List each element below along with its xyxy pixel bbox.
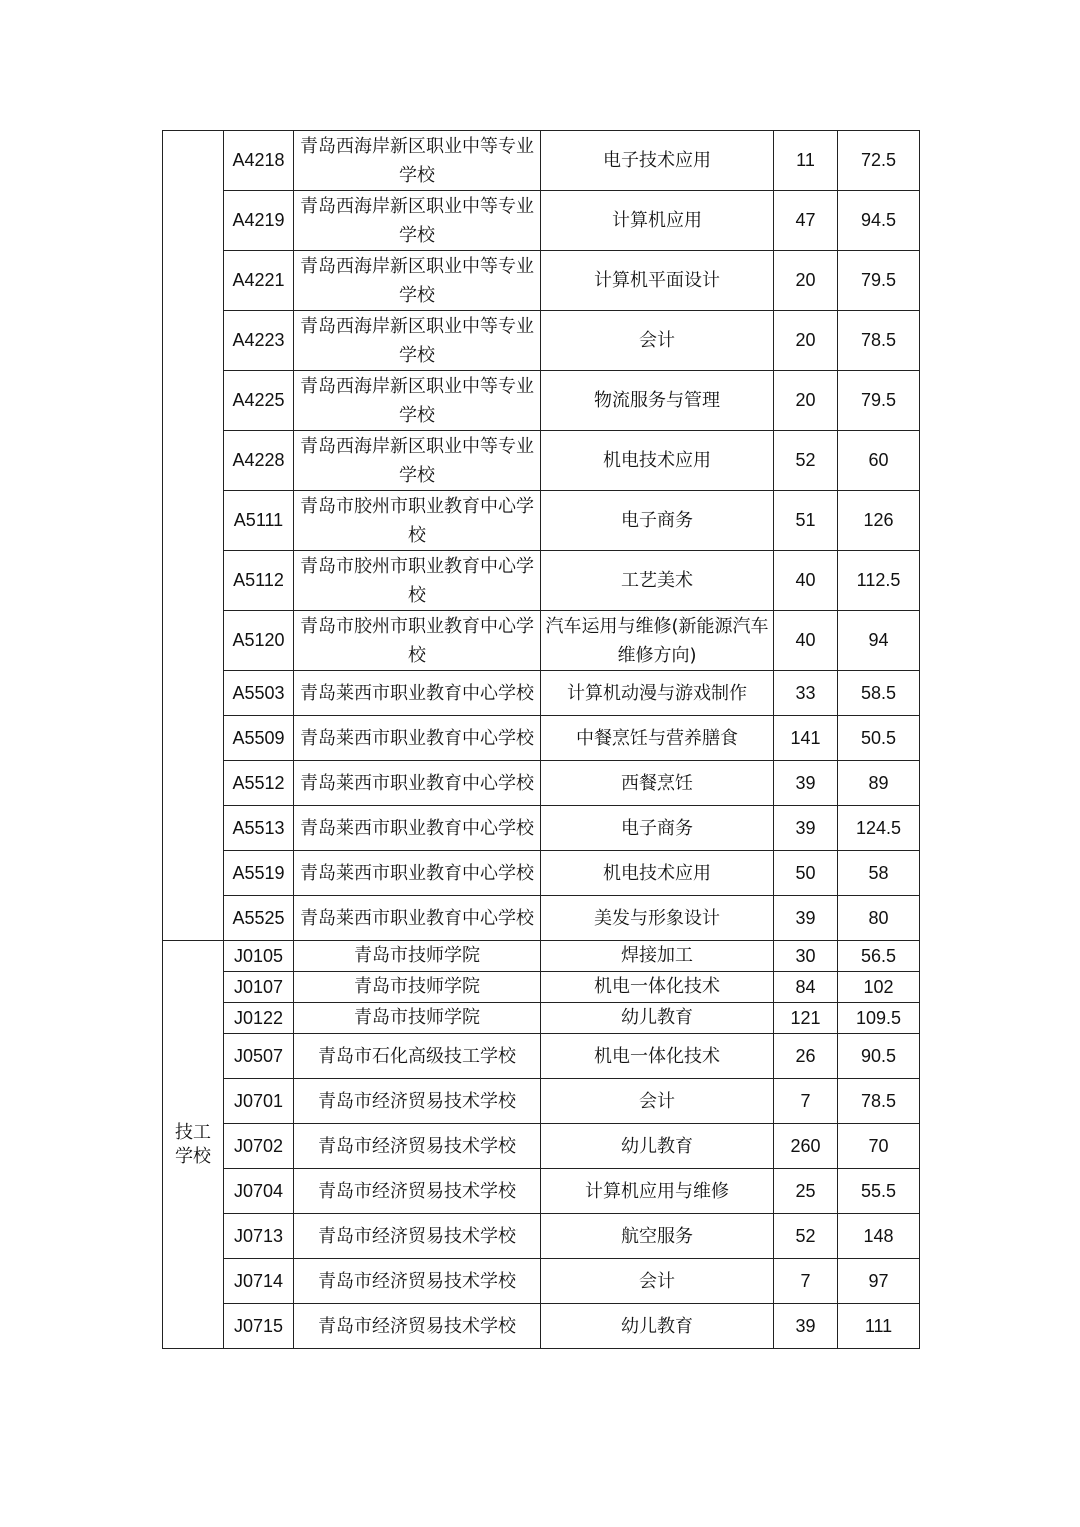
count-cell: 40 [774,551,838,611]
code-cell: A4221 [224,251,294,311]
score-cell: 78.5 [838,311,920,371]
table-row [163,371,920,431]
major-cell: 会计 [541,1259,774,1304]
code-cell: A5120 [224,611,294,671]
major-cell: 西餐烹饪 [541,761,774,806]
school-cell: 青岛西海岸新区职业中等专业学校 [294,431,541,491]
count-cell: 52 [774,1214,838,1259]
school-cell: 青岛西海岸新区职业中等专业学校 [294,191,541,251]
score-cell: 72.5 [838,131,920,191]
school-cell: 青岛市经济贸易技术学校 [294,1169,541,1214]
school-cell: 青岛西海岸新区职业中等专业学校 [294,311,541,371]
count-cell: 20 [774,311,838,371]
count-cell: 84 [774,972,838,1003]
category-cell-a [163,131,224,941]
count-cell: 52 [774,431,838,491]
count-cell: 26 [774,1034,838,1079]
code-cell: A4218 [224,131,294,191]
count-cell: 20 [774,371,838,431]
major-cell: 中餐烹饪与营养膳食 [541,716,774,761]
table-row [163,431,920,491]
table-row [163,1079,920,1124]
table-row [163,191,920,251]
major-cell: 计算机应用与维修 [541,1169,774,1214]
score-cell: 89 [838,761,920,806]
code-cell: A5512 [224,761,294,806]
score-cell: 70 [838,1124,920,1169]
major-cell: 汽车运用与维修(新能源汽车维修方向) [541,611,774,671]
school-cell: 青岛市经济贸易技术学校 [294,1304,541,1349]
major-cell: 焊接加工 [541,941,774,972]
score-cell: 79.5 [838,371,920,431]
table-row [163,491,920,551]
school-cell: 青岛莱西市职业教育中心学校 [294,716,541,761]
table-row [163,131,920,191]
school-cell: 青岛市胶州市职业教育中心学校 [294,611,541,671]
table-row [163,1034,920,1079]
major-cell: 电子技术应用 [541,131,774,191]
count-cell: 11 [774,131,838,191]
score-cell: 80 [838,896,920,941]
code-cell: A4223 [224,311,294,371]
table-row [163,671,920,716]
major-cell: 幼儿教育 [541,1304,774,1349]
score-cell: 90.5 [838,1034,920,1079]
major-cell: 会计 [541,1079,774,1124]
code-cell: J0714 [224,1259,294,1304]
count-cell: 47 [774,191,838,251]
major-cell: 机电一体化技术 [541,972,774,1003]
count-cell: 39 [774,1304,838,1349]
code-cell: A5519 [224,851,294,896]
score-cell: 60 [838,431,920,491]
code-cell: A4219 [224,191,294,251]
code-cell: J0507 [224,1034,294,1079]
major-cell: 计算机动漫与游戏制作 [541,671,774,716]
code-cell: A4225 [224,371,294,431]
school-cell: 青岛市经济贸易技术学校 [294,1214,541,1259]
school-cell: 青岛莱西市职业教育中心学校 [294,896,541,941]
score-cell: 78.5 [838,1079,920,1124]
score-cell: 79.5 [838,251,920,311]
code-cell: A4228 [224,431,294,491]
code-cell: A5525 [224,896,294,941]
school-cell: 青岛市经济贸易技术学校 [294,1259,541,1304]
major-cell: 计算机应用 [541,191,774,251]
count-cell: 39 [774,896,838,941]
table-row [163,761,920,806]
count-cell: 141 [774,716,838,761]
major-cell: 物流服务与管理 [541,371,774,431]
table-row [163,1169,920,1214]
major-cell: 机电一体化技术 [541,1034,774,1079]
score-cell: 126 [838,491,920,551]
code-cell: J0701 [224,1079,294,1124]
school-cell: 青岛市经济贸易技术学校 [294,1124,541,1169]
code-cell: A5513 [224,806,294,851]
score-cell: 112.5 [838,551,920,611]
score-cell: 109.5 [838,1003,920,1034]
major-cell: 幼儿教育 [541,1124,774,1169]
major-cell: 机电技术应用 [541,851,774,896]
school-cell: 青岛莱西市职业教育中心学校 [294,851,541,896]
count-cell: 30 [774,941,838,972]
code-cell: A5509 [224,716,294,761]
table-row [163,716,920,761]
score-cell: 55.5 [838,1169,920,1214]
major-cell: 电子商务 [541,491,774,551]
count-cell: 50 [774,851,838,896]
code-cell: A5503 [224,671,294,716]
school-cell: 青岛市技师学院 [294,972,541,1003]
code-cell: J0704 [224,1169,294,1214]
school-cell: 青岛市胶州市职业教育中心学校 [294,551,541,611]
count-cell: 40 [774,611,838,671]
table-row [163,896,920,941]
score-cell: 94 [838,611,920,671]
school-cell: 青岛西海岸新区职业中等专业学校 [294,131,541,191]
count-cell: 20 [774,251,838,311]
table-row [163,311,920,371]
school-cell: 青岛市技师学院 [294,1003,541,1034]
major-cell: 航空服务 [541,1214,774,1259]
count-cell: 39 [774,761,838,806]
code-cell: J0702 [224,1124,294,1169]
table-row [163,1304,920,1349]
table-row [163,1259,920,1304]
count-cell: 7 [774,1079,838,1124]
count-cell: 51 [774,491,838,551]
school-cell: 青岛市技师学院 [294,941,541,972]
code-cell: J0713 [224,1214,294,1259]
table-row [163,1003,920,1034]
major-cell: 幼儿教育 [541,1003,774,1034]
school-cell: 青岛市石化高级技工学校 [294,1034,541,1079]
count-cell: 25 [774,1169,838,1214]
code-cell: J0715 [224,1304,294,1349]
score-cell: 102 [838,972,920,1003]
school-cell: 青岛莱西市职业教育中心学校 [294,806,541,851]
school-cell: 青岛莱西市职业教育中心学校 [294,761,541,806]
score-cell: 94.5 [838,191,920,251]
school-cell: 青岛西海岸新区职业中等专业学校 [294,251,541,311]
score-cell: 58 [838,851,920,896]
major-cell: 会计 [541,311,774,371]
table-row [163,611,920,671]
score-cell: 56.5 [838,941,920,972]
major-cell: 计算机平面设计 [541,251,774,311]
score-cell: 111 [838,1304,920,1349]
school-cell: 青岛市经济贸易技术学校 [294,1079,541,1124]
major-cell: 电子商务 [541,806,774,851]
table-row [163,1124,920,1169]
count-cell: 121 [774,1003,838,1034]
code-cell: J0122 [224,1003,294,1034]
major-cell: 工艺美术 [541,551,774,611]
category-cell-technical-school: 技工学校 [163,941,224,1349]
score-cell: 50.5 [838,716,920,761]
table-row [163,972,920,1003]
table-row [163,251,920,311]
school-cell: 青岛莱西市职业教育中心学校 [294,671,541,716]
code-cell: J0107 [224,972,294,1003]
table-row [163,806,920,851]
count-cell: 39 [774,806,838,851]
major-cell: 美发与形象设计 [541,896,774,941]
table-row [163,551,920,611]
score-cell: 148 [838,1214,920,1259]
count-cell: 260 [774,1124,838,1169]
score-cell: 124.5 [838,806,920,851]
score-cell: 97 [838,1259,920,1304]
table-row [163,851,920,896]
count-cell: 33 [774,671,838,716]
school-cell: 青岛西海岸新区职业中等专业学校 [294,371,541,431]
code-cell: J0105 [224,941,294,972]
admission-table [162,130,920,1349]
table-row [163,941,920,972]
school-cell: 青岛市胶州市职业教育中心学校 [294,491,541,551]
code-cell: A5111 [224,491,294,551]
table-row [163,1214,920,1259]
code-cell: A5112 [224,551,294,611]
major-cell: 机电技术应用 [541,431,774,491]
count-cell: 7 [774,1259,838,1304]
score-cell: 58.5 [838,671,920,716]
